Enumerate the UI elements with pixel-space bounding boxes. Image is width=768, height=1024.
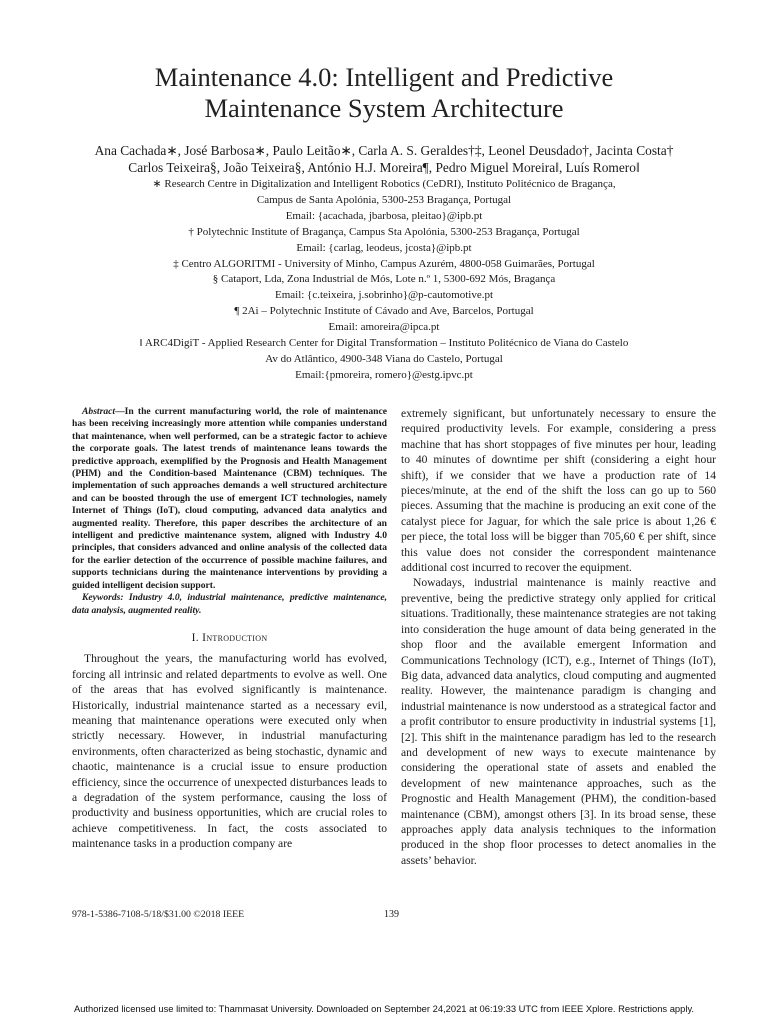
right-column bbox=[401, 406, 716, 868]
affiliation-line: ∗ Research Centre in Digitalization and Intelligent Robotics (CeDRI), Instituto Politécnico de Bragança, bbox=[152, 178, 616, 190]
section-heading bbox=[72, 630, 387, 645]
section-number: I. bbox=[191, 630, 199, 644]
section-title: Introduction bbox=[202, 630, 268, 644]
affiliation-line: ¶ 2Ai – Polytechnic Institute of Cávado and Ave, Barcelos, Portugal bbox=[234, 305, 534, 318]
body-paragraph: extremely significant, but unfortunately necessary to ensure the required productivity levels. For example, considering a press machine that has short stoppages of five minutes per hour, leading to 40 minutes of downtime per shift (considering a eight hour shift), if we consider that we have a production rate of 14 pieces/minute, at the end of the shift the loss can go up to 560 pieces. Assuming that the machine is producing an exit cone of the catalyst piece for Jaguar, for which the sale price is about 1,26 € per piece, the total loss will be bigger than 705,60 € per shift, since this value does not consider the correspondent maintenance additional cost incurred to recover the equipment. bbox=[401, 407, 716, 575]
paper-title-line-1: Maintenance 4.0: Intelligent and Predictive bbox=[154, 62, 614, 92]
affiliation-line: Email: {acachada, jbarbosa, pleitao}@ipb.pt bbox=[285, 209, 483, 222]
affiliation-line: § Cataport, Lda, Zona Industrial de Mós, Lote n.º 1, 5300-692 Mós, Bragança bbox=[212, 273, 556, 286]
affiliation-line: Av do Atlântico, 4900-348 Viana do Castelo, Portugal bbox=[265, 352, 503, 365]
intro-paragraph: Throughout the years, the manufacturing world has evolved, forcing all intrinsic and related departments to evolve as well. One of the areas that has evolved significantly is maintenance. Historically, industrial maintenance started as a necessary evil, meaning that maintenance operations were executed only when strictly necessary. However, in industrial manufacturing environments, often characterized as being stochastic, dynamic and chaotic, maintenance is a crucial issue to ensure production efficiency, since the occurrence of unexpected disturbances leads to a degradation of the system performance, causing the loss of productivity and business opportunities, which are crucial roles to achieve competitiveness. In fact, the costs associated to maintenance tasks in a production company are bbox=[72, 652, 387, 851]
download-notice: Authorized licensed use limited to: Thammasat University. Downloaded on September 24,2021 at 06:19:33 UTC from IEEE Xplore. Restrictions apply. bbox=[73, 1003, 695, 1014]
footer-isbn: 978-1-5386-7108-5/18/$31.00 ©2018 IEEE bbox=[72, 909, 245, 920]
keywords: Keywords: Industry 4.0, industrial maintenance, predictive maintenance, data analysis, augmented reality. bbox=[72, 592, 387, 616]
authors-block bbox=[0, 143, 768, 176]
authors-line-2: Carlos Teixeira§, João Teixeira§, António H.J. Moreira¶, Pedro Miguel Moreira‖, Luís Romero‖ bbox=[128, 159, 640, 175]
affiliation-line: ‖ ARC4DigiT - Applied Research Center for Digital Transformation – Instituto Politécnico de Viana do Castelo bbox=[139, 337, 629, 350]
abstract-text: —In the current manufacturing world, the role of maintenance has been receiving increasingly more attention while companies understand that maintenance, when well performed, can be a strategic factor to achieve the corporate goals. The latest trends of maintenance leans towards the predictive approach, exemplified by the Prognosis and Health Management (PHM) and the Condition-based Maintenance (CBM) techniques. The implementation of such approaches demands a well structured architecture and can be boosted through the use of emergent ICT technologies, namely Internet of Things (IoT), cloud computing, advanced data analytics and augmented reality. Therefore, this paper describes the architecture of an intelligent and predictive maintenance system, aligned with Industry 4.0 principles, that considers advanced and online analysis of the collected data for the earlier detection of the occurrence of possible machine failures, and supports technicians during the maintenance interventions by providing a guided intelligent decision support. bbox=[72, 406, 387, 591]
affiliation-line: Email: {carlag, leodeus, jcosta}@ipb.pt bbox=[296, 241, 472, 254]
left-column bbox=[72, 406, 387, 852]
affiliation-line: ‡ Centro ALGORITMI - University of Minho, Campus Azurém, 4800-058 Guimarães, Portugal bbox=[173, 257, 595, 270]
affiliations-block bbox=[0, 177, 768, 384]
affiliation-line: Email:{pmoreira, romero}@estg.ipvc.pt bbox=[295, 368, 473, 381]
paper-title-line-2: Maintenance System Architecture bbox=[204, 93, 564, 123]
abstract bbox=[72, 406, 387, 592]
abstract-lead: Abstract bbox=[82, 406, 116, 417]
page-number: 139 bbox=[384, 909, 399, 920]
authors-line-1: Ana Cachada∗, José Barbosa∗, Paulo Leitão∗, Carla A. S. Geraldes†‡, Leonel Deusdado†, Jacinta Costa† bbox=[94, 143, 674, 158]
body-paragraph: Nowadays, industrial maintenance is mainly reactive and preventive, being the predictive strategy only applied for critical situations. Traditionally, these maintenance strategies are not taking into consideration the huge amount of data being generated in the shop floor and the available emergent Information and Communications Technology (ICT), e.g., Internet of Things (IoT), Big data, advanced data analytics, cloud computing and augmented reality. However, the maintenance paradigm is changing and industrial maintenance is now understood as a strategical factor and a profit contributor to ensure productivity in industrial systems [1], [2]. This shift in the maintenance paradigm has led to the research and development of new ways to execute maintenance by considering the operational state of assets and enabled the development of new maintenance approaches, such as the Prognostic and Health Management (PHM), the condition-based maintenance (CBM), amongst others [3]. In its broad sense, these approaches apply data analysis techniques to the information produced in the shop floor processes to detect anomalies in the assets’ behavior. bbox=[401, 576, 716, 867]
affiliation-line: Campus de Santa Apolónia, 5300-253 Bragança, Portugal bbox=[256, 193, 512, 206]
affiliation-line: Email: {c.teixeira, j.sobrinho}@p-cautomotive.pt bbox=[274, 289, 494, 302]
affiliation-line: Email: amoreira@ipca.pt bbox=[328, 321, 440, 334]
affiliation-line: † Polytechnic Institute of Bragança, Campus Sta Apolónia, 5300-253 Bragança, Portugal bbox=[188, 225, 580, 238]
